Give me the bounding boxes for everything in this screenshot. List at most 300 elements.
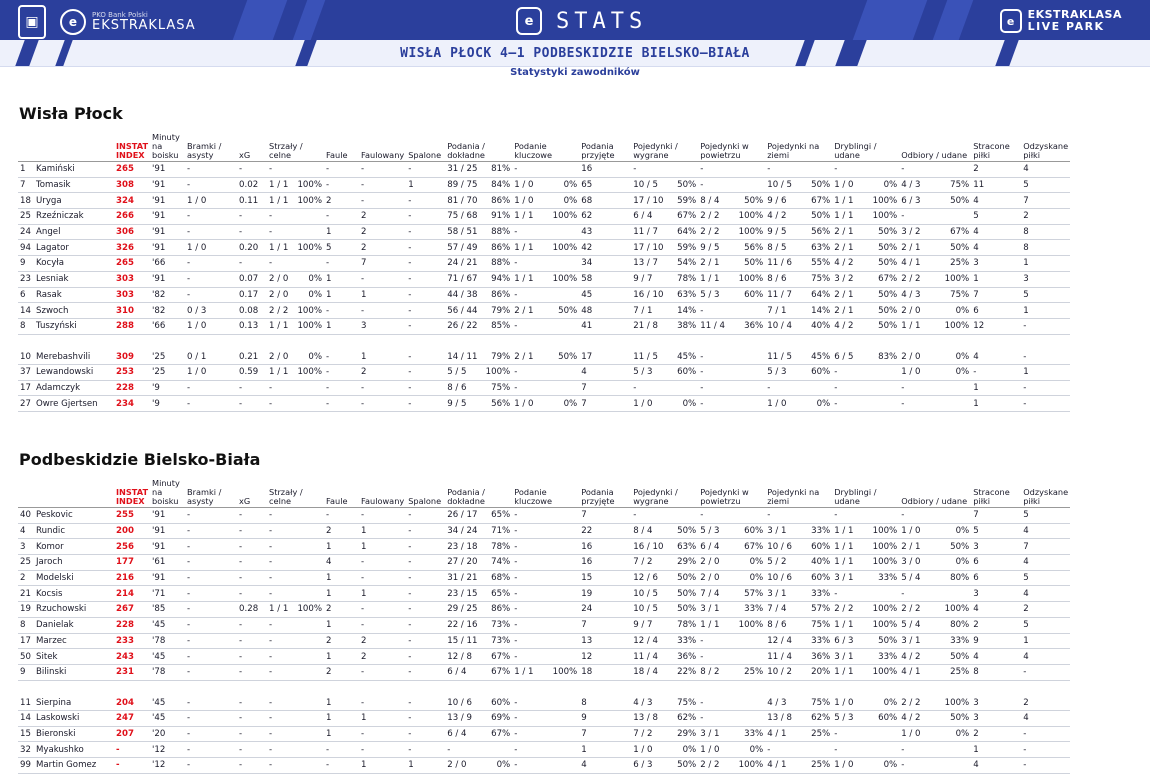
stat-percent: 25% — [744, 667, 764, 678]
stat-cell — [445, 177, 512, 193]
stat-count: 2 / 1 — [901, 242, 921, 253]
player-row — [18, 318, 1070, 334]
stat-cell: 16 — [579, 162, 631, 178]
stat-count: 31 / 21 — [447, 573, 478, 584]
stat-cell — [445, 633, 512, 649]
stat-cell: - — [359, 303, 406, 319]
shirt-number: 24 — [18, 224, 34, 240]
stat-percent: 100% — [552, 242, 578, 253]
stat-cell: - — [267, 742, 324, 758]
column-header — [34, 479, 114, 508]
stat-cell: - — [512, 555, 579, 571]
player-row — [18, 349, 1070, 364]
stat-cell — [445, 758, 512, 774]
stat-count: 5 / 3 — [700, 289, 720, 300]
stat-cell: - — [324, 396, 359, 412]
stat-cell: - — [185, 209, 237, 225]
stat-cell: 2 — [359, 633, 406, 649]
stat-cell — [765, 209, 832, 225]
stat-percent: 100% — [872, 667, 898, 678]
stat-percent: 0% — [883, 697, 898, 708]
stat-cell: 4 — [1021, 649, 1070, 665]
stat-count: 27 / 20 — [447, 557, 478, 568]
stat-percent: 86% — [491, 289, 511, 300]
stat-percent: 68% — [491, 573, 511, 584]
instat-index: 308 — [114, 177, 150, 193]
league-logo[interactable] — [18, 5, 196, 39]
stat-percent: 0% — [308, 289, 323, 300]
stat-count: 10 / 6 — [767, 541, 792, 552]
stat-cell: - — [406, 380, 445, 396]
stat-cell: - — [765, 380, 832, 396]
column-header: Dryblingi / udane — [832, 479, 899, 508]
stat-cell: 15 — [579, 570, 631, 586]
stat-cell: 1 — [359, 586, 406, 602]
stat-cell: - — [324, 742, 359, 758]
stat-cell: - — [512, 710, 579, 726]
stat-percent: 67% — [744, 541, 764, 552]
column-header: Pojedynki w powietrzu — [698, 133, 765, 162]
column-header — [18, 133, 34, 162]
stat-count: 1 / 1 — [269, 367, 289, 378]
stat-cell: '91 — [150, 224, 185, 240]
stat-cell: - — [512, 256, 579, 272]
stat-percent: 0% — [749, 573, 764, 584]
stat-cell: - — [899, 586, 971, 602]
stat-cell: 2 — [971, 617, 1021, 633]
stat-cell: - — [512, 523, 579, 539]
shirt-number: 17 — [18, 633, 34, 649]
stat-cell: - — [832, 586, 899, 602]
stat-cell: 1 — [324, 287, 359, 303]
player-row — [18, 303, 1070, 319]
stat-percent: 50% — [811, 211, 831, 222]
stat-percent: 100% — [738, 620, 764, 631]
stat-count: 1 / 1 — [269, 321, 289, 332]
stat-cell — [765, 396, 832, 412]
stat-count: 12 / 4 — [767, 635, 792, 646]
stat-cell — [512, 396, 579, 412]
stat-cell — [765, 523, 832, 539]
stat-cell: '91 — [150, 193, 185, 209]
stat-cell: - — [267, 380, 324, 396]
stat-cell: - — [324, 758, 359, 774]
stat-cell: 2 — [324, 523, 359, 539]
stat-cell — [267, 364, 324, 380]
stat-cell: - — [832, 380, 899, 396]
stat-cell: - — [267, 695, 324, 710]
shirt-number: 4 — [18, 523, 34, 539]
stat-percent: 50% — [878, 305, 898, 316]
stat-count: 2 / 1 — [514, 351, 534, 362]
stat-cell: 9 — [579, 710, 631, 726]
stat-cell — [765, 617, 832, 633]
shirt-number: 94 — [18, 240, 34, 256]
stat-percent: 50% — [677, 180, 697, 191]
stat-percent: 50% — [677, 588, 697, 599]
stat-cell — [698, 586, 765, 602]
stat-cell: - — [237, 256, 267, 272]
stat-cell — [267, 271, 324, 287]
stat-count: 1 / 1 — [269, 604, 289, 615]
stat-cell: '45 — [150, 649, 185, 665]
stat-cell: - — [512, 649, 579, 665]
column-header: Podania / dokładne — [445, 133, 512, 162]
stat-count: 1 / 0 — [700, 744, 720, 755]
stat-cell: 1 / 0 — [185, 364, 237, 380]
shirt-number: 7 — [18, 177, 34, 193]
stat-cell: 1 — [971, 396, 1021, 412]
stat-percent: 100% — [552, 274, 578, 285]
stat-count: 75 / 68 — [447, 211, 478, 222]
column-header: Pojedynki w powietrzu — [698, 479, 765, 508]
stat-count: 9 / 7 — [633, 274, 653, 285]
stat-cell: - — [237, 539, 267, 555]
stat-count: 1 / 0 — [633, 398, 653, 409]
stat-cell: - — [1021, 349, 1070, 364]
stat-cell: 58 — [579, 271, 631, 287]
stat-cell: - — [698, 508, 765, 524]
stat-count: 5 / 3 — [834, 713, 854, 724]
stat-cell: - — [512, 726, 579, 742]
stat-percent: 100% — [872, 526, 898, 537]
instat-index: - — [114, 758, 150, 774]
stat-cell: - — [185, 555, 237, 571]
stat-count: 7 / 4 — [700, 588, 720, 599]
stats-logo[interactable] — [516, 7, 647, 35]
stat-percent: 50% — [744, 258, 764, 269]
stat-count: 1 / 1 — [514, 274, 534, 285]
player-row — [18, 758, 1070, 774]
column-header: Podania przyjęte — [579, 479, 631, 508]
stat-percent: 60% — [878, 713, 898, 724]
stat-cell: - — [324, 303, 359, 319]
stat-percent: 73% — [491, 620, 511, 631]
stat-percent: 20% — [811, 667, 831, 678]
stats-label: STATS — [556, 8, 648, 34]
stat-count: 17 / 10 — [633, 242, 664, 253]
shirt-number: 19 — [18, 602, 34, 618]
stat-cell: - — [237, 555, 267, 571]
stat-cell: '78 — [150, 664, 185, 680]
stat-percent: 50% — [878, 635, 898, 646]
column-header: INSTAT INDEX — [114, 479, 150, 508]
stat-percent: 73% — [491, 635, 511, 646]
stat-cell: - — [324, 177, 359, 193]
stat-percent: 0% — [563, 195, 578, 206]
stat-cell — [832, 602, 899, 618]
instat-index: 309 — [114, 349, 150, 364]
stat-cell: 0 / 3 — [185, 303, 237, 319]
stat-percent: 100% — [485, 367, 511, 378]
stat-percent: 33% — [950, 635, 970, 646]
stat-cell: '20 — [150, 726, 185, 742]
stat-cell: - — [359, 617, 406, 633]
stat-cell: 7 — [971, 287, 1021, 303]
stat-count: 2 / 2 — [901, 274, 921, 285]
stat-cell — [698, 523, 765, 539]
stat-cell: '25 — [150, 364, 185, 380]
column-header: Pojedynki na ziemi — [765, 479, 832, 508]
stat-cell — [631, 742, 698, 758]
stat-percent: 75% — [950, 289, 970, 300]
stat-cell: - — [698, 649, 765, 665]
stat-cell: - — [406, 209, 445, 225]
live-park-line2: LIVE PARK — [1027, 20, 1105, 33]
stat-cell — [631, 177, 698, 193]
player-row — [18, 209, 1070, 225]
top-bar — [0, 0, 1150, 40]
stat-count: 2 / 0 — [901, 351, 921, 362]
stat-cell: - — [267, 555, 324, 571]
stat-cell — [832, 349, 899, 364]
stat-cell: 42 — [579, 240, 631, 256]
stat-cell: 2 — [324, 193, 359, 209]
live-park-logo[interactable] — [1000, 9, 1122, 33]
stat-cell — [832, 710, 899, 726]
player-row — [18, 380, 1070, 396]
stat-cell: - — [406, 726, 445, 742]
stat-cell: 1 / 0 — [185, 318, 237, 334]
stat-cell — [445, 396, 512, 412]
stat-cell: 7 — [1021, 539, 1070, 555]
player-row — [18, 633, 1070, 649]
column-header: xG — [237, 133, 267, 162]
stat-cell: 0.07 — [237, 271, 267, 287]
stat-cell: - — [324, 364, 359, 380]
column-header: Spalone — [406, 133, 445, 162]
player-name: Bieronski — [34, 726, 114, 742]
player-name: Modelski — [34, 570, 114, 586]
stat-cell: 8 — [1021, 240, 1070, 256]
stat-cell: 1 — [406, 177, 445, 193]
player-row — [18, 726, 1070, 742]
stat-cell: - — [406, 649, 445, 665]
stat-percent: 33% — [878, 573, 898, 584]
stat-count: 13 / 8 — [767, 713, 792, 724]
stat-cell — [899, 726, 971, 742]
stat-cell: - — [267, 617, 324, 633]
stat-percent: 75% — [811, 620, 831, 631]
column-header: Podanie kluczowe — [512, 479, 579, 508]
stat-cell: - — [698, 349, 765, 364]
stat-count: 10 / 5 — [633, 604, 658, 615]
stat-cell — [899, 364, 971, 380]
column-header: Strzały / celne — [267, 479, 324, 508]
stat-cell — [631, 539, 698, 555]
column-header: Pojedynki / wygrane — [631, 479, 698, 508]
stat-cell: 7 — [579, 726, 631, 742]
stat-percent: 86% — [491, 604, 511, 615]
stat-percent: 88% — [491, 227, 511, 238]
stat-cell — [832, 633, 899, 649]
stat-cell: 4 — [971, 602, 1021, 618]
stat-cell: '91 — [150, 523, 185, 539]
stat-percent: 0% — [496, 760, 511, 771]
stat-cell — [631, 523, 698, 539]
instat-index: 247 — [114, 710, 150, 726]
stat-cell — [267, 303, 324, 319]
stat-count: 4 / 2 — [834, 258, 854, 269]
stat-percent: 25% — [811, 728, 831, 739]
stat-cell: - — [512, 617, 579, 633]
player-name: Uryga — [34, 193, 114, 209]
shirt-number: 6 — [18, 287, 34, 303]
stat-cell — [698, 617, 765, 633]
column-header: Odzyskane piłki — [1021, 479, 1070, 508]
stat-cell: - — [698, 303, 765, 319]
player-row — [18, 586, 1070, 602]
stat-count: 2 / 2 — [700, 227, 720, 238]
stat-cell: - — [359, 570, 406, 586]
stat-cell — [899, 555, 971, 571]
player-row — [18, 539, 1070, 555]
stat-percent: 0% — [682, 398, 697, 409]
stat-percent: 67% — [677, 211, 697, 222]
stat-count: 1 / 0 — [901, 367, 921, 378]
column-header: Stracone piłki — [971, 133, 1021, 162]
stat-cell: 0.21 — [237, 349, 267, 364]
stat-cell — [445, 256, 512, 272]
stat-cell: - — [185, 177, 237, 193]
stat-count: 4 / 2 — [834, 321, 854, 332]
stat-cell: 4 — [971, 224, 1021, 240]
stat-cell: - — [267, 256, 324, 272]
stat-percent: 56% — [491, 398, 511, 409]
stat-cell: 16 — [579, 555, 631, 571]
stat-cell: 24 — [579, 602, 631, 618]
player-stats-table-away — [18, 479, 1070, 774]
ekstraklasa-icon: e — [60, 9, 86, 35]
stat-count: 2 / 1 — [700, 258, 720, 269]
stat-cell — [445, 271, 512, 287]
stat-cell — [445, 649, 512, 665]
stat-cell — [765, 193, 832, 209]
stat-cell: - — [406, 303, 445, 319]
stat-count: 7 / 2 — [633, 557, 653, 568]
stat-cell — [631, 602, 698, 618]
stat-percent: 0% — [749, 744, 764, 755]
instat-index: 310 — [114, 303, 150, 319]
stat-count: 7 / 1 — [767, 305, 787, 316]
stat-cell: - — [406, 602, 445, 618]
shirt-number: 40 — [18, 508, 34, 524]
stat-cell: 17 — [579, 349, 631, 364]
stat-cell: - — [324, 256, 359, 272]
stat-cell — [899, 523, 971, 539]
stat-percent: 33% — [811, 635, 831, 646]
shirt-number: 9 — [18, 256, 34, 272]
stat-cell: - — [512, 633, 579, 649]
stat-percent: 100% — [872, 620, 898, 631]
stat-cell: 4 — [324, 555, 359, 571]
stat-cell — [832, 287, 899, 303]
instat-index: 253 — [114, 364, 150, 380]
stat-percent: 56% — [811, 227, 831, 238]
stat-cell — [899, 240, 971, 256]
stat-percent: 50% — [677, 526, 697, 537]
stat-percent: 75% — [491, 382, 511, 393]
stat-cell: 0.08 — [237, 303, 267, 319]
stat-cell: 1 — [324, 726, 359, 742]
stat-percent: 100% — [297, 195, 323, 206]
stat-cell — [631, 303, 698, 319]
stat-count: 29 / 25 — [447, 604, 478, 615]
stat-cell: - — [406, 742, 445, 758]
stat-cell — [698, 570, 765, 586]
stat-cell — [512, 664, 579, 680]
stat-cell: - — [1021, 396, 1070, 412]
stat-cell — [832, 664, 899, 680]
stat-cell: - — [698, 396, 765, 412]
stat-cell: - — [899, 162, 971, 178]
stat-cell: - — [406, 271, 445, 287]
stat-cell: '82 — [150, 287, 185, 303]
stat-cell: - — [512, 364, 579, 380]
stat-cell: - — [267, 396, 324, 412]
pko-bank-icon: ▣ — [18, 5, 46, 39]
stat-cell — [445, 602, 512, 618]
stat-cell: - — [899, 758, 971, 774]
stat-cell: '91 — [150, 177, 185, 193]
stat-cell: - — [185, 726, 237, 742]
stat-count: 10 / 6 — [767, 573, 792, 584]
player-name: Lewandowski — [34, 364, 114, 380]
stat-cell: - — [237, 523, 267, 539]
shirt-number: 50 — [18, 649, 34, 665]
stat-cell: 5 — [1021, 287, 1070, 303]
player-name: Merebashvili — [34, 349, 114, 364]
stat-percent: 60% — [677, 367, 697, 378]
stat-percent: 100% — [738, 227, 764, 238]
stat-percent: 22% — [677, 667, 697, 678]
stat-cell: - — [765, 742, 832, 758]
stat-cell: 4 — [971, 758, 1021, 774]
stat-cell: 3 — [971, 539, 1021, 555]
player-name: Adamczyk — [34, 380, 114, 396]
stat-cell — [832, 617, 899, 633]
stat-cell — [765, 240, 832, 256]
shirt-number: 27 — [18, 396, 34, 412]
stat-cell: 43 — [579, 224, 631, 240]
stat-cell — [631, 193, 698, 209]
stat-cell: - — [631, 508, 698, 524]
stat-count: 1 / 0 — [834, 180, 854, 191]
stat-cell: '71 — [150, 586, 185, 602]
stat-count: 7 / 4 — [767, 604, 787, 615]
stat-cell: 4 — [1021, 555, 1070, 571]
stat-percent: 100% — [552, 667, 578, 678]
stat-cell: 5 — [1021, 508, 1070, 524]
stat-count: 2 / 2 — [901, 697, 921, 708]
stat-percent: 38% — [677, 321, 697, 332]
stat-cell: '66 — [150, 318, 185, 334]
stat-percent: 33% — [744, 604, 764, 615]
stat-cell: 5 — [324, 240, 359, 256]
stat-cell: 1 — [971, 742, 1021, 758]
stat-count: 1 / 0 — [901, 526, 921, 537]
stat-cell: - — [1021, 380, 1070, 396]
stat-percent: 50% — [558, 351, 578, 362]
stat-percent: 29% — [677, 728, 697, 739]
stat-count: 5 / 2 — [767, 557, 787, 568]
stat-count: 2 / 2 — [269, 305, 289, 316]
stat-percent: 50% — [878, 321, 898, 332]
stat-cell — [698, 224, 765, 240]
stat-cell: - — [832, 364, 899, 380]
stat-cell: - — [406, 318, 445, 334]
stat-cell: '85 — [150, 602, 185, 618]
